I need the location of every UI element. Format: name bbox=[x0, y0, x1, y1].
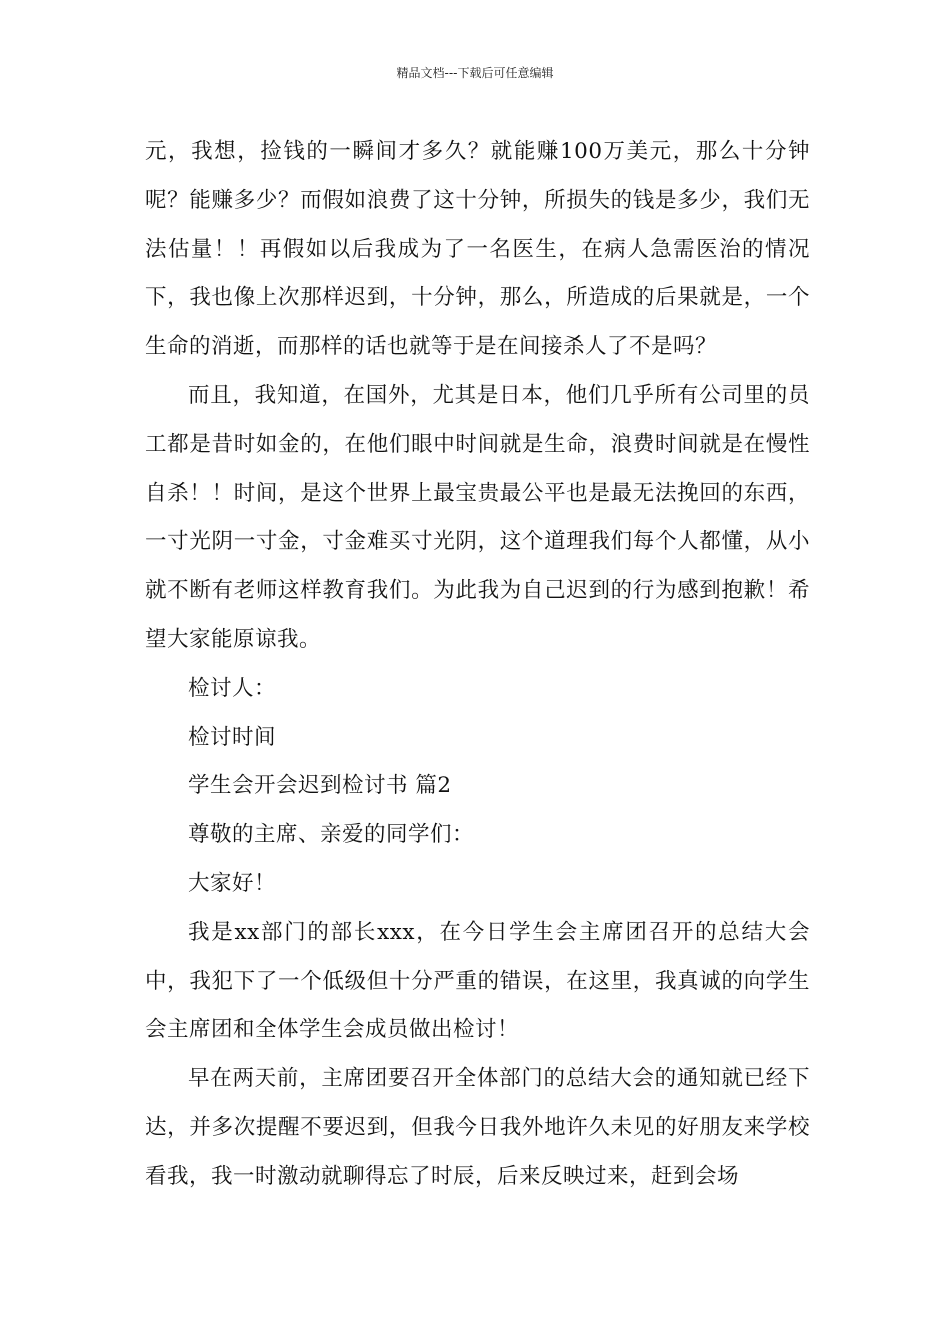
document-body bbox=[145, 128, 810, 1202]
paragraph-time-value: 而且，我知道，在国外，尤其是日本，他们几乎所有公司里的员工都是昔时如金的，在他们眼中时间就是生命，浪费时间就是在慢性自杀！！时间，是这个世界上最宝贵最公平也是最无法挽回的东西，一寸光阴一寸金，寸金难买寸光阴，这个道理我们每个人都懂，从小就不断有老师这样教育我们。为此我为自己迟到的行为感到抱歉！希望大家能原谅我。 bbox=[145, 382, 810, 652]
review-time-label: 检讨时间 bbox=[188, 724, 277, 750]
reviewer-label: 检讨人： bbox=[188, 675, 277, 701]
paragraph-continuation: 元，我想，捡钱的一瞬间才多久？就能赚100万美元，那么十分钟呢？能赚多少？而假如浪费了这十分钟，所损失的钱是多少，我们无法估量！！再假如以后我成为了一名医生，在病人急需医治的情况下，我也像上次那样迟到，十分钟，那么，所造成的后果就是，一个生命的消逝，而那样的话也就等于是在间接杀人了不是吗？ bbox=[145, 139, 810, 360]
paragraph-introduction: 我是xx部门的部长xxx，在今日学生会主席团召开的总结大会中，我犯下了一个低级但十分严重的错误，在这里，我真诚的向学生会主席团和全体学生会成员做出检讨！ bbox=[145, 919, 810, 1043]
section-title: 学生会开会迟到检讨书 篇2 bbox=[188, 773, 452, 799]
salutation: 尊敬的主席、亲爱的同学们： bbox=[188, 822, 475, 848]
page-header: 精品文档---下载后可任意编辑 bbox=[396, 66, 554, 80]
paragraph-background: 早在两天前，主席团要召开全体部门的总结大会的通知就已经下达，并多次提醒不要迟到，但我今日我外地许久未见的好朋友来学校看我，我一时激动就聊得忘了时辰，后来反映过来，赶到会场 bbox=[145, 1066, 810, 1189]
greeting: 大家好！ bbox=[188, 870, 277, 896]
